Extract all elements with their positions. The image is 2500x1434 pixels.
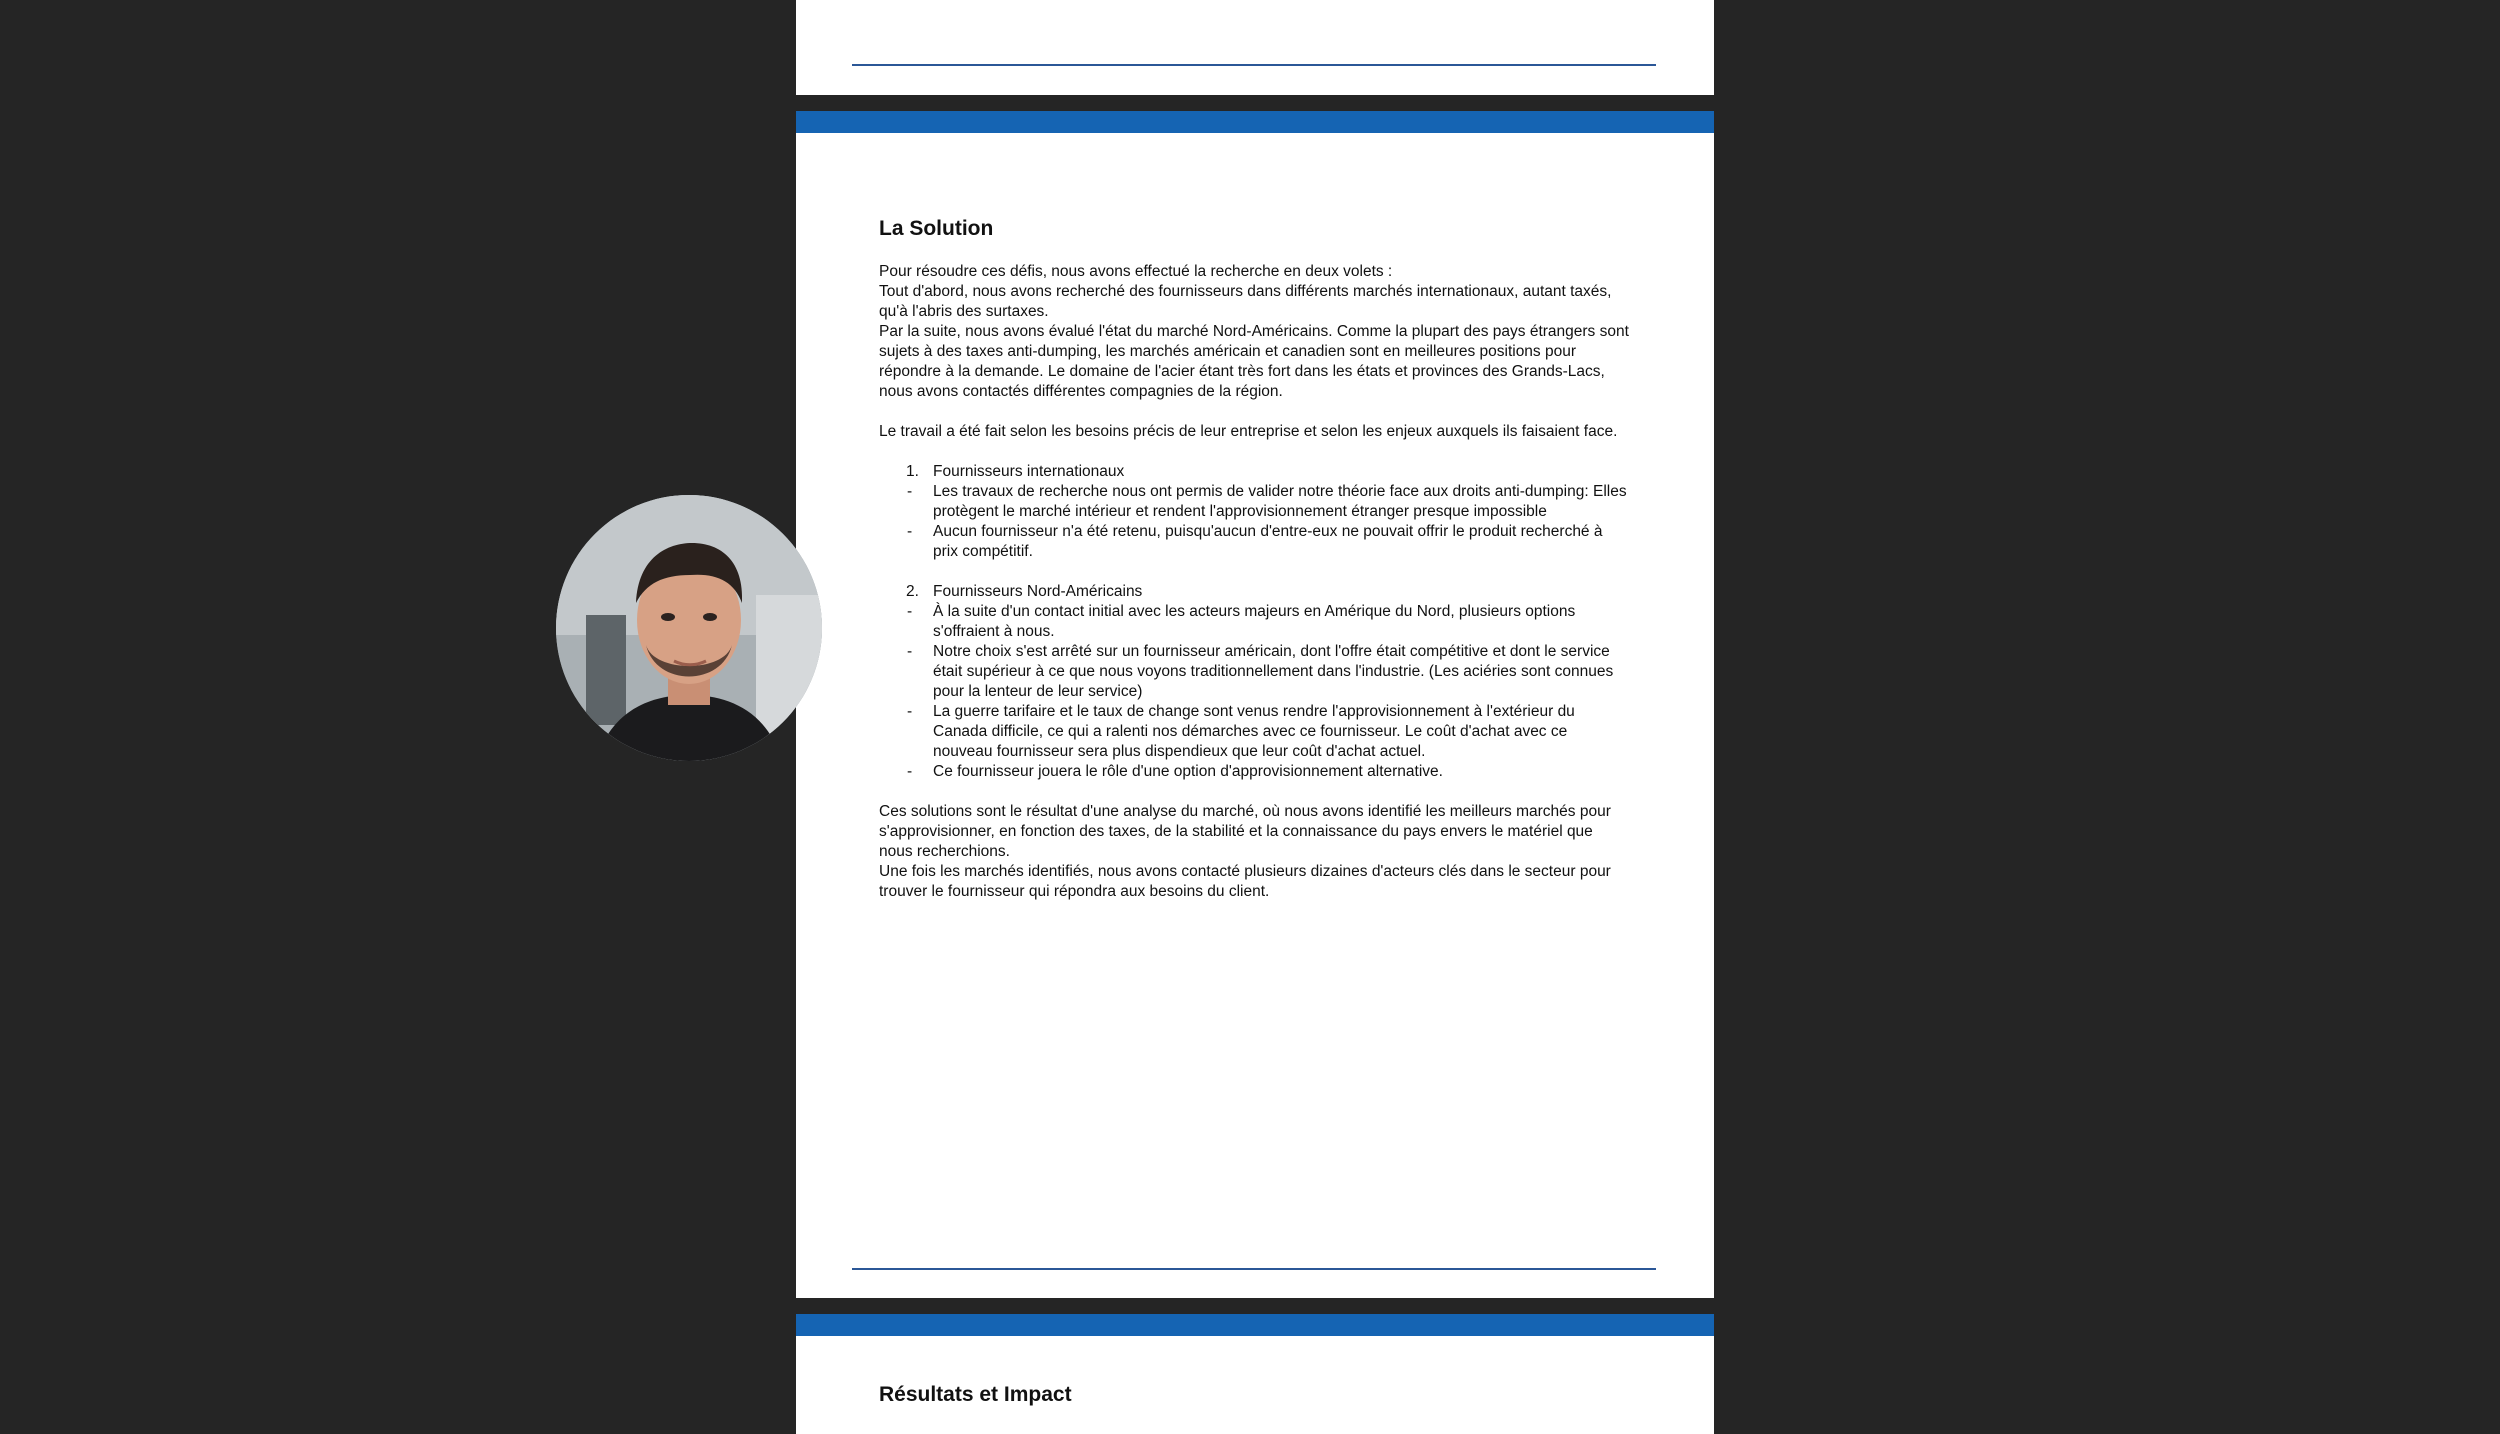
- page-content: [879, 1382, 1629, 1428]
- bullet-text: Ce fournisseur jouera le rôle d'une option d'approvisionnement alternative.: [933, 763, 1443, 780]
- intro-line: Tout d'abord, nous avons recherché des fournisseurs dans différents marchés internationaux, autant taxés, qu'à l'abris des surtaxes.: [879, 283, 1612, 320]
- presenter-avatar: [556, 495, 822, 761]
- list-title: Fournisseurs internationaux: [933, 463, 1125, 480]
- list-bullet: [879, 602, 1629, 642]
- list-bullet: [879, 642, 1629, 702]
- list-number: 2.: [906, 583, 919, 600]
- list-title: Fournisseurs Nord-Américains: [933, 583, 1143, 600]
- list-number: 1.: [906, 463, 919, 480]
- conclusion-line: Ces solutions sont le résultat d'une analyse du marché, où nous avons identifié les meilleurs marchés pour s'approvisionner, en fonction des taxes, de la stabilité et la connaissance du pays envers le matériel que nous recherchions.: [879, 803, 1611, 860]
- page-content: [879, 216, 1629, 902]
- previous-page: [796, 0, 1714, 95]
- bullet-text: Aucun fournisseur n'a été retenu, puisqu'aucun d'entre-eux ne pouvait offrir le produit recherché à prix compétitif.: [933, 523, 1603, 560]
- bullet-text: À la suite d'un contact initial avec les acteurs majeurs en Amérique du Nord, plusieurs options s'offraient à nous.: [933, 603, 1576, 640]
- document-page: [796, 111, 1714, 1298]
- bullet-text: Notre choix s'est arrêté sur un fournisseur américain, dont l'offre était compétitive et dont le service était supérieur à ce que nous voyons traditionnellement dans l'industrie. (Les aciéries sont connues pour la lenteur de leur service): [933, 643, 1614, 700]
- bullet-dash: -: [907, 643, 913, 660]
- page-header-bar: [796, 1314, 1714, 1336]
- conclusion-line: Une fois les marchés identifiés, nous avons contacté plusieurs dizaines d'acteurs clés dans le secteur pour trouver le fournisseur qui répondra aux besoins du client.: [879, 863, 1611, 900]
- bullet-text: Les travaux de recherche nous ont permis de valider notre théorie face aux droits anti-dumping: Elles protègent le marché intérieur et rendent l'approvisionnement étranger presque impossible: [933, 483, 1627, 520]
- intro-paragraph: [879, 262, 1629, 402]
- work-paragraph: Le travail a été fait selon les besoins précis de leur entreprise et selon les enjeux auxquels ils faisaient face.: [879, 423, 1618, 440]
- list-section: [879, 582, 1629, 782]
- list-item-heading: [879, 462, 1629, 482]
- intro-line: Par la suite, nous avons évalué l'état du marché Nord-Américains. Comme la plupart des pays étrangers sont sujets à des taxes anti-dumping, les marchés américain et canadien sont en meilleures positions pour répondre à la demande. Le domaine de l'acier étant très fort dans les états et provinces des Grands-Lacs, nous avons contactés différentes compagnies de la région.: [879, 323, 1629, 400]
- bullet-dash: -: [907, 703, 913, 720]
- list-section: [879, 462, 1629, 562]
- page-footer-line: [852, 64, 1656, 66]
- list-bullet: [879, 762, 1629, 782]
- page-footer-line: [852, 1268, 1656, 1270]
- list-bullet: [879, 702, 1629, 762]
- bullet-dash: -: [907, 763, 913, 780]
- bullet-dash: -: [907, 603, 913, 620]
- bullet-dash: -: [907, 483, 913, 500]
- list-bullet: [879, 482, 1629, 522]
- section-title: La Solution: [879, 217, 994, 240]
- bullet-dash: -: [907, 523, 913, 540]
- conclusion-paragraph: [879, 802, 1629, 902]
- presenter-portrait: [556, 495, 822, 761]
- next-section-title: Résultats et Impact: [879, 1383, 1072, 1406]
- list-bullet: [879, 522, 1629, 562]
- bullet-text: La guerre tarifaire et le taux de change sont venus rendre l'approvisionnement à l'extérieur du Canada difficile, ce qui a ralenti nos démarches avec ce fournisseur. Le coût d'achat avec ce nouveau fournisseur sera plus dispendieux que leur coût d'achat actuel.: [933, 703, 1575, 760]
- page-header-bar: [796, 111, 1714, 133]
- list-item-heading: [879, 582, 1629, 602]
- next-page: [796, 1314, 1714, 1434]
- intro-line: Pour résoudre ces défis, nous avons effectué la recherche en deux volets :: [879, 263, 1393, 280]
